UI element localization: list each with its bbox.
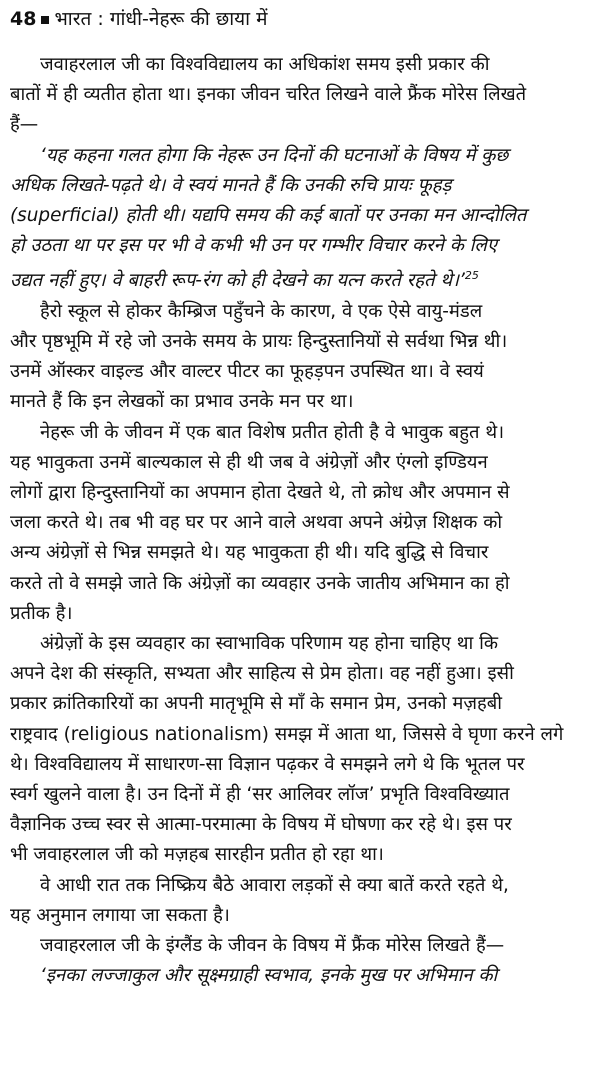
line-text: मानते हैं कि इन लेखकों का प्रभाव उनके मन पर था।: [10, 391, 354, 413]
line-text: स्वर्ग खुलने वाला है। उन दिनों में ही ‘सर आलिवर लॉज’ प्रभृति विश्वविख्यात: [10, 784, 510, 805]
line-text: हैरो स्कूल से होकर कैम्ब्रिज पहुँचने के कारण, वे एक ऐसे वायु-मंडल: [40, 300, 483, 322]
text-line: [10, 357, 590, 387]
running-title: भारत : गांधी-नेहरू की छाया में: [54, 8, 268, 30]
quote-line: [10, 961, 590, 991]
text-block: [10, 50, 590, 991]
line-text: करते तो वे समझे जाते कि अंग्रेज़ों का व्यवहार उनके जातीय अभिमान का हो: [10, 572, 510, 594]
quote-line: [10, 201, 590, 231]
line-text: यह अनुमान लगाया जा सकता है।: [10, 904, 230, 926]
line-text: यह भावुकता उनमें बाल्यकाल से ही थी जब वे अंग्रेज़ों और एंग्लो इण्डियन: [10, 451, 488, 473]
line-text: अपने देश की संस्कृति, सभ्यता और साहित्य से प्रेम होता। वह नहीं हुआ। इसी: [10, 663, 514, 685]
line-text: भी जवाहरलाल जी को मज़हब सारहीन प्रतीत हो रहा था।: [10, 844, 384, 866]
line-text: (superficial) होती थी। यद्यपि समय की कई बातों पर उनका मन आन्दोलित: [10, 205, 527, 227]
line-text: हो उठता था पर इस पर भी वे कभी भी उन पर गम्भीर विचार करने के लिए: [10, 235, 498, 257]
text-line: [10, 810, 590, 840]
header-square-bullet: [41, 16, 49, 24]
text-line: [10, 871, 590, 901]
text-line: [10, 327, 590, 357]
line-text: जवाहरलाल जी के इंग्लैंड के जीवन के विषय में फ्रैंक मोरेस लिखते हैं—: [40, 935, 505, 957]
line-text: लोगों द्वारा हिन्दुस्तानियों का अपमान होता देखते थे, तो क्रोध और अपमान से: [10, 481, 510, 503]
footnote-reference: 25: [464, 269, 479, 283]
line-text: जवाहरलाल जी का विश्वविद्यालय का अधिकांश समय इसी प्रकार की: [40, 54, 490, 75]
body-text: [10, 50, 590, 991]
text-line: [10, 387, 590, 417]
running-header: [10, 6, 590, 32]
text-line: [10, 418, 590, 448]
line-text: उद्यत नहीं हुए। वे बाहरी रूप-रंग को ही देखने का यत्न करते रहते थे।’: [10, 270, 465, 292]
text-line: [10, 478, 590, 508]
quote-line: [10, 141, 590, 171]
text-line: [10, 80, 590, 110]
text-line: [10, 750, 590, 780]
line-text: बातों में ही व्यतीत होता था। इनका जीवन चरित लिखने वाले फ्रैंक मोरेस लिखते: [10, 84, 527, 106]
text-line: [10, 689, 590, 719]
text-line: [10, 629, 590, 659]
text-line: [10, 780, 590, 810]
text-line: [10, 448, 590, 478]
line-text: अंग्रेज़ों के इस व्यवहार का स्वाभाविक परिणाम यह होना चाहिए था कि: [40, 632, 499, 654]
line-text: ‘यह कहना गलत होगा कि नेहरू उन दिनों की घटनाओं के विषय में कुछ: [40, 144, 509, 166]
quote-line: [10, 231, 590, 261]
text-line: [10, 599, 590, 629]
text-line: [10, 508, 590, 538]
text-line: [10, 50, 590, 80]
line-text: हैं—: [10, 114, 39, 136]
line-text: अन्य अंग्रेज़ों से भिन्न समझते थे। यह भावुकता ही थी। यदि बुद्धि से विचार: [10, 542, 489, 564]
text-line: [10, 538, 590, 568]
line-text: ‘इनका लज्जाकुल और सूक्ष्मग्राही स्वभाव, इनके मुख पर अभिमान की: [40, 965, 498, 987]
line-text: जला करते थे। तब भी वह घर पर आने वाले अथवा अपने अंग्रेज़ शिक्षक को: [10, 512, 503, 534]
text-line: [10, 901, 590, 931]
text-line: [10, 659, 590, 689]
line-text: प्रतीक है।: [10, 602, 73, 624]
text-line: [10, 569, 590, 599]
line-text: नेहरू जी के जीवन में एक बात विशेष प्रतीत होती है वे भावुक बहुत थे।: [40, 421, 505, 443]
quote-line: [10, 171, 590, 201]
line-text: और पृष्ठभूमि में रहे जो उनके समय के प्रायः हिन्दुस्तानियों से सर्वथा भिन्न थी।: [10, 330, 508, 352]
text-line: [10, 110, 590, 140]
text-line: [10, 720, 590, 750]
line-text: वैज्ञानिक उच्च स्वर से आत्मा-परमात्मा के विषय में घोषणा कर रहे थे। इस पर: [10, 814, 512, 836]
line-text: उनमें ऑस्कर वाइल्ड और वाल्टर पीटर का फूहड़पन उपस्थित था। वे स्वयं: [10, 361, 484, 383]
text-line: [10, 297, 590, 327]
line-text: अधिक लिखते-पढ़ते थे। वे स्वयं मानते हैं कि उनकी रुचि प्रायः फूहड़: [10, 174, 452, 196]
page-number: 48: [10, 8, 37, 30]
quote-line: [10, 261, 590, 296]
text-line: [10, 840, 590, 870]
line-text: प्रकार क्रांतिकारियों का अपनी मातृभूमि से माँ के समान प्रेम, उनको मज़हबी: [10, 693, 503, 715]
line-text: वे आधी रात तक निष्क्रिय बैठे आवारा लड़कों से क्या बातें करते रहते थे,: [40, 874, 509, 896]
text-line: [10, 931, 590, 961]
line-text: राष्ट्रवाद (religious nationalism) समझ में आता था, जिससे वे घृणा करने लगे: [10, 723, 564, 745]
line-text: थे। विश्वविद्यालय में साधारण-सा विज्ञान पढ़कर वे समझने लगे थे कि भूतल पर: [10, 753, 525, 775]
